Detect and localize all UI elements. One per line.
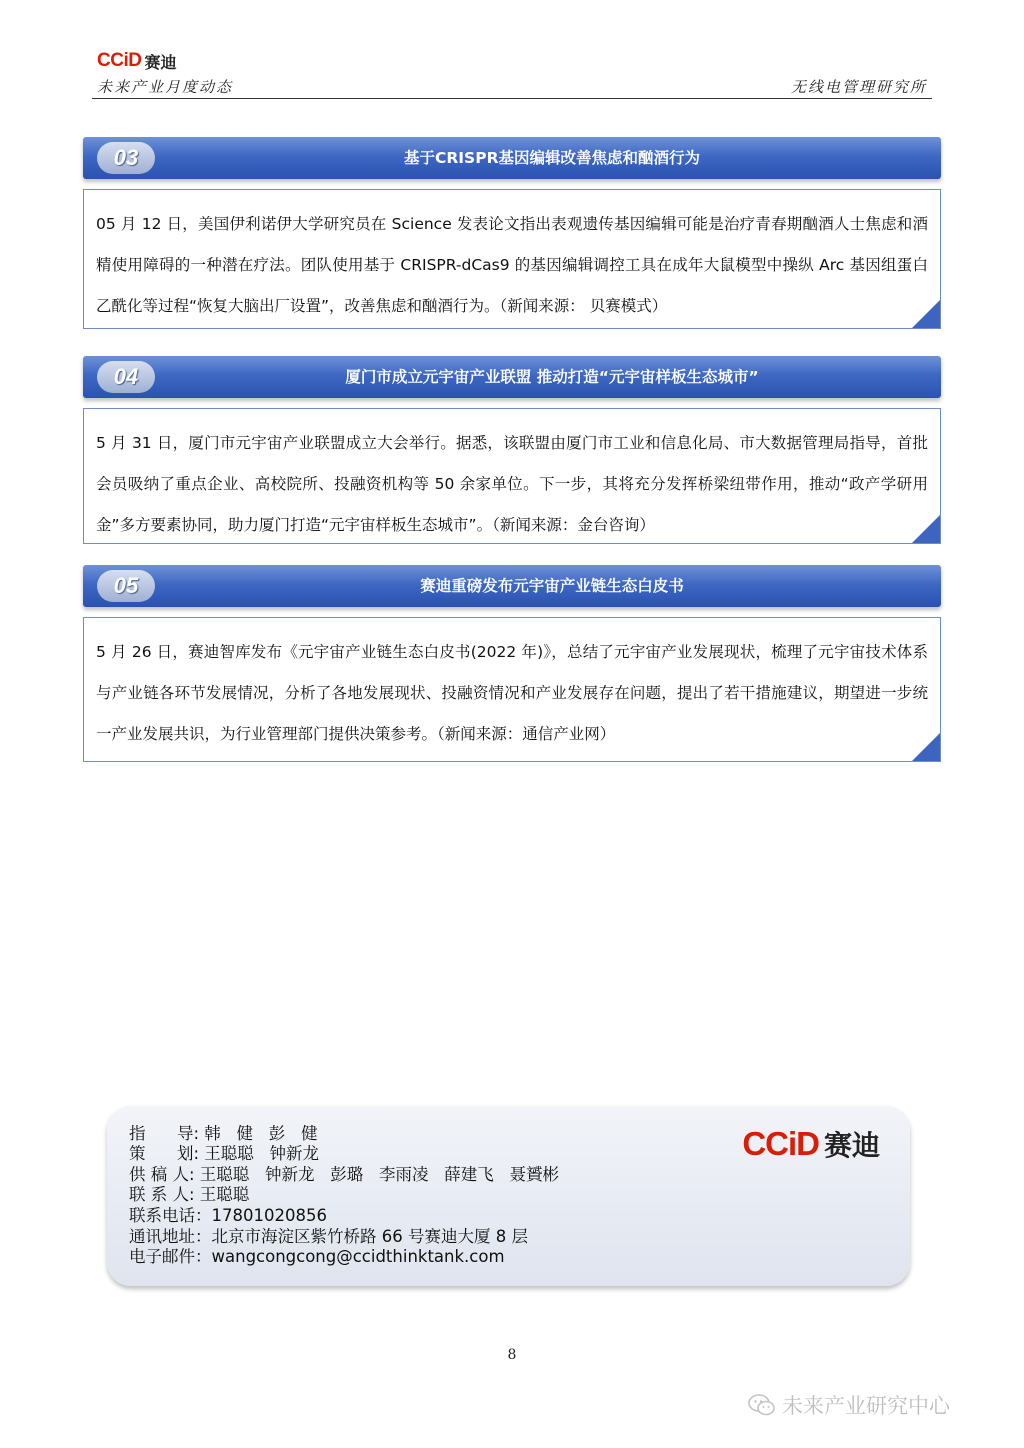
page-number: 8 xyxy=(507,1347,517,1363)
corner-triangle-decoration xyxy=(912,733,940,761)
header-logo xyxy=(97,50,176,72)
section-header-bar xyxy=(83,137,941,179)
ccid-logo-brand: 赛迪 xyxy=(144,52,177,72)
section-body xyxy=(83,189,941,329)
contact-address: 通讯地址：北京市海淀区紫竹桥路 66 号赛迪大厦 8 层 xyxy=(129,1227,528,1246)
contact-phone: 联系电话：17801020856 xyxy=(129,1206,327,1225)
section-title: 厦门市成立元宇宙产业联盟 推动打造“元宇宙样板生态城市” xyxy=(345,368,759,386)
watermark xyxy=(748,1390,950,1420)
section-text: 05 月 12 日，美国伊利诺伊大学研究员在 Science 发表论文指出表观遗传基因编辑可能是治疗青春期酗酒人士焦虑和酒精使用障碍的一种潜在疗法。团队使用基于 CRISPR-dCas9 的基因编辑调控工具在成年大鼠模型中操纵 Arc 基因组蛋白乙酰化等过程“恢复大脑出厂设置”，改善焦虑和酗酒行为。（新闻来源： 贝赛模式） xyxy=(96,215,928,315)
contact-contributors: 供 稿 人: 王聪聪 钟新龙 彭璐 李雨凌 薛建飞 聂贇彬 xyxy=(129,1165,559,1184)
corner-triangle-decoration xyxy=(912,515,940,543)
section-title: 赛迪重磅发布元宇宙产业链生态白皮书 xyxy=(420,577,684,595)
section-body xyxy=(83,408,941,544)
header-institute: 无线电管理研究所 xyxy=(790,78,927,96)
contact-info-box xyxy=(107,1106,910,1286)
section-number-badge: 05 xyxy=(97,570,155,602)
watermark-text: 未来产业研究中心 xyxy=(782,1394,950,1418)
contact-logo xyxy=(742,1124,880,1164)
section-title: 基于CRISPR基因编辑改善焦虑和酗酒行为 xyxy=(403,149,701,167)
section-header-bar xyxy=(83,356,941,398)
section-number-badge: 03 xyxy=(97,142,155,174)
wechat-icon xyxy=(748,1394,776,1416)
section-body xyxy=(83,617,941,762)
section-text: 5 月 31 日，厦门市元宇宙产业联盟成立大会举行。据悉，该联盟由厦门市工业和信息化局、市大数据管理局指导，首批会员吸纳了重点企业、高校院所、投融资机构等 50 余家单位。下一步，其将充分发挥桥梁纽带作用，推动“政产学研用金”多方要素协同，助力厦门打造“元宇宙样板生态城市”。（新闻来源：金台咨询） xyxy=(96,434,928,534)
ccid-logo-brand: 赛迪 xyxy=(823,1129,880,1162)
corner-triangle-decoration xyxy=(912,300,940,328)
news-section-05 xyxy=(83,565,941,762)
section-number-badge: 04 xyxy=(97,361,155,393)
header-divider xyxy=(92,98,932,99)
contact-person: 联 系 人: 王聪聪 xyxy=(129,1185,250,1204)
news-section-03 xyxy=(83,137,941,329)
ccid-logo-mark: CCiD xyxy=(742,1125,819,1162)
ccid-logo-mark: CCiD xyxy=(97,50,142,71)
contact-supervisor: 指 导: 韩 健 彭 健 xyxy=(129,1124,318,1143)
section-header-bar xyxy=(83,565,941,607)
contact-email[interactable]: 电子邮件：wangcongcong@ccidthinktank.com xyxy=(129,1247,505,1266)
contact-planner: 策 划: 王聪聪 钟新龙 xyxy=(129,1144,320,1163)
news-section-04 xyxy=(83,356,941,544)
section-text: 5 月 26 日，赛迪智库发布《元宇宙产业链生态白皮书(2022 年)》，总结了元宇宙产业发展现状，梳理了元宇宙技术体系与产业链各环节发展情况，分析了各地发展现状、投融资情况和产业发展存在问题，提出了若干措施建议，期望进一步统一产业发展共识，为行业管理部门提供决策参考。（新闻来源：通信产业网） xyxy=(96,643,928,743)
header-subtitle: 未来产业月度动态 xyxy=(97,78,234,96)
